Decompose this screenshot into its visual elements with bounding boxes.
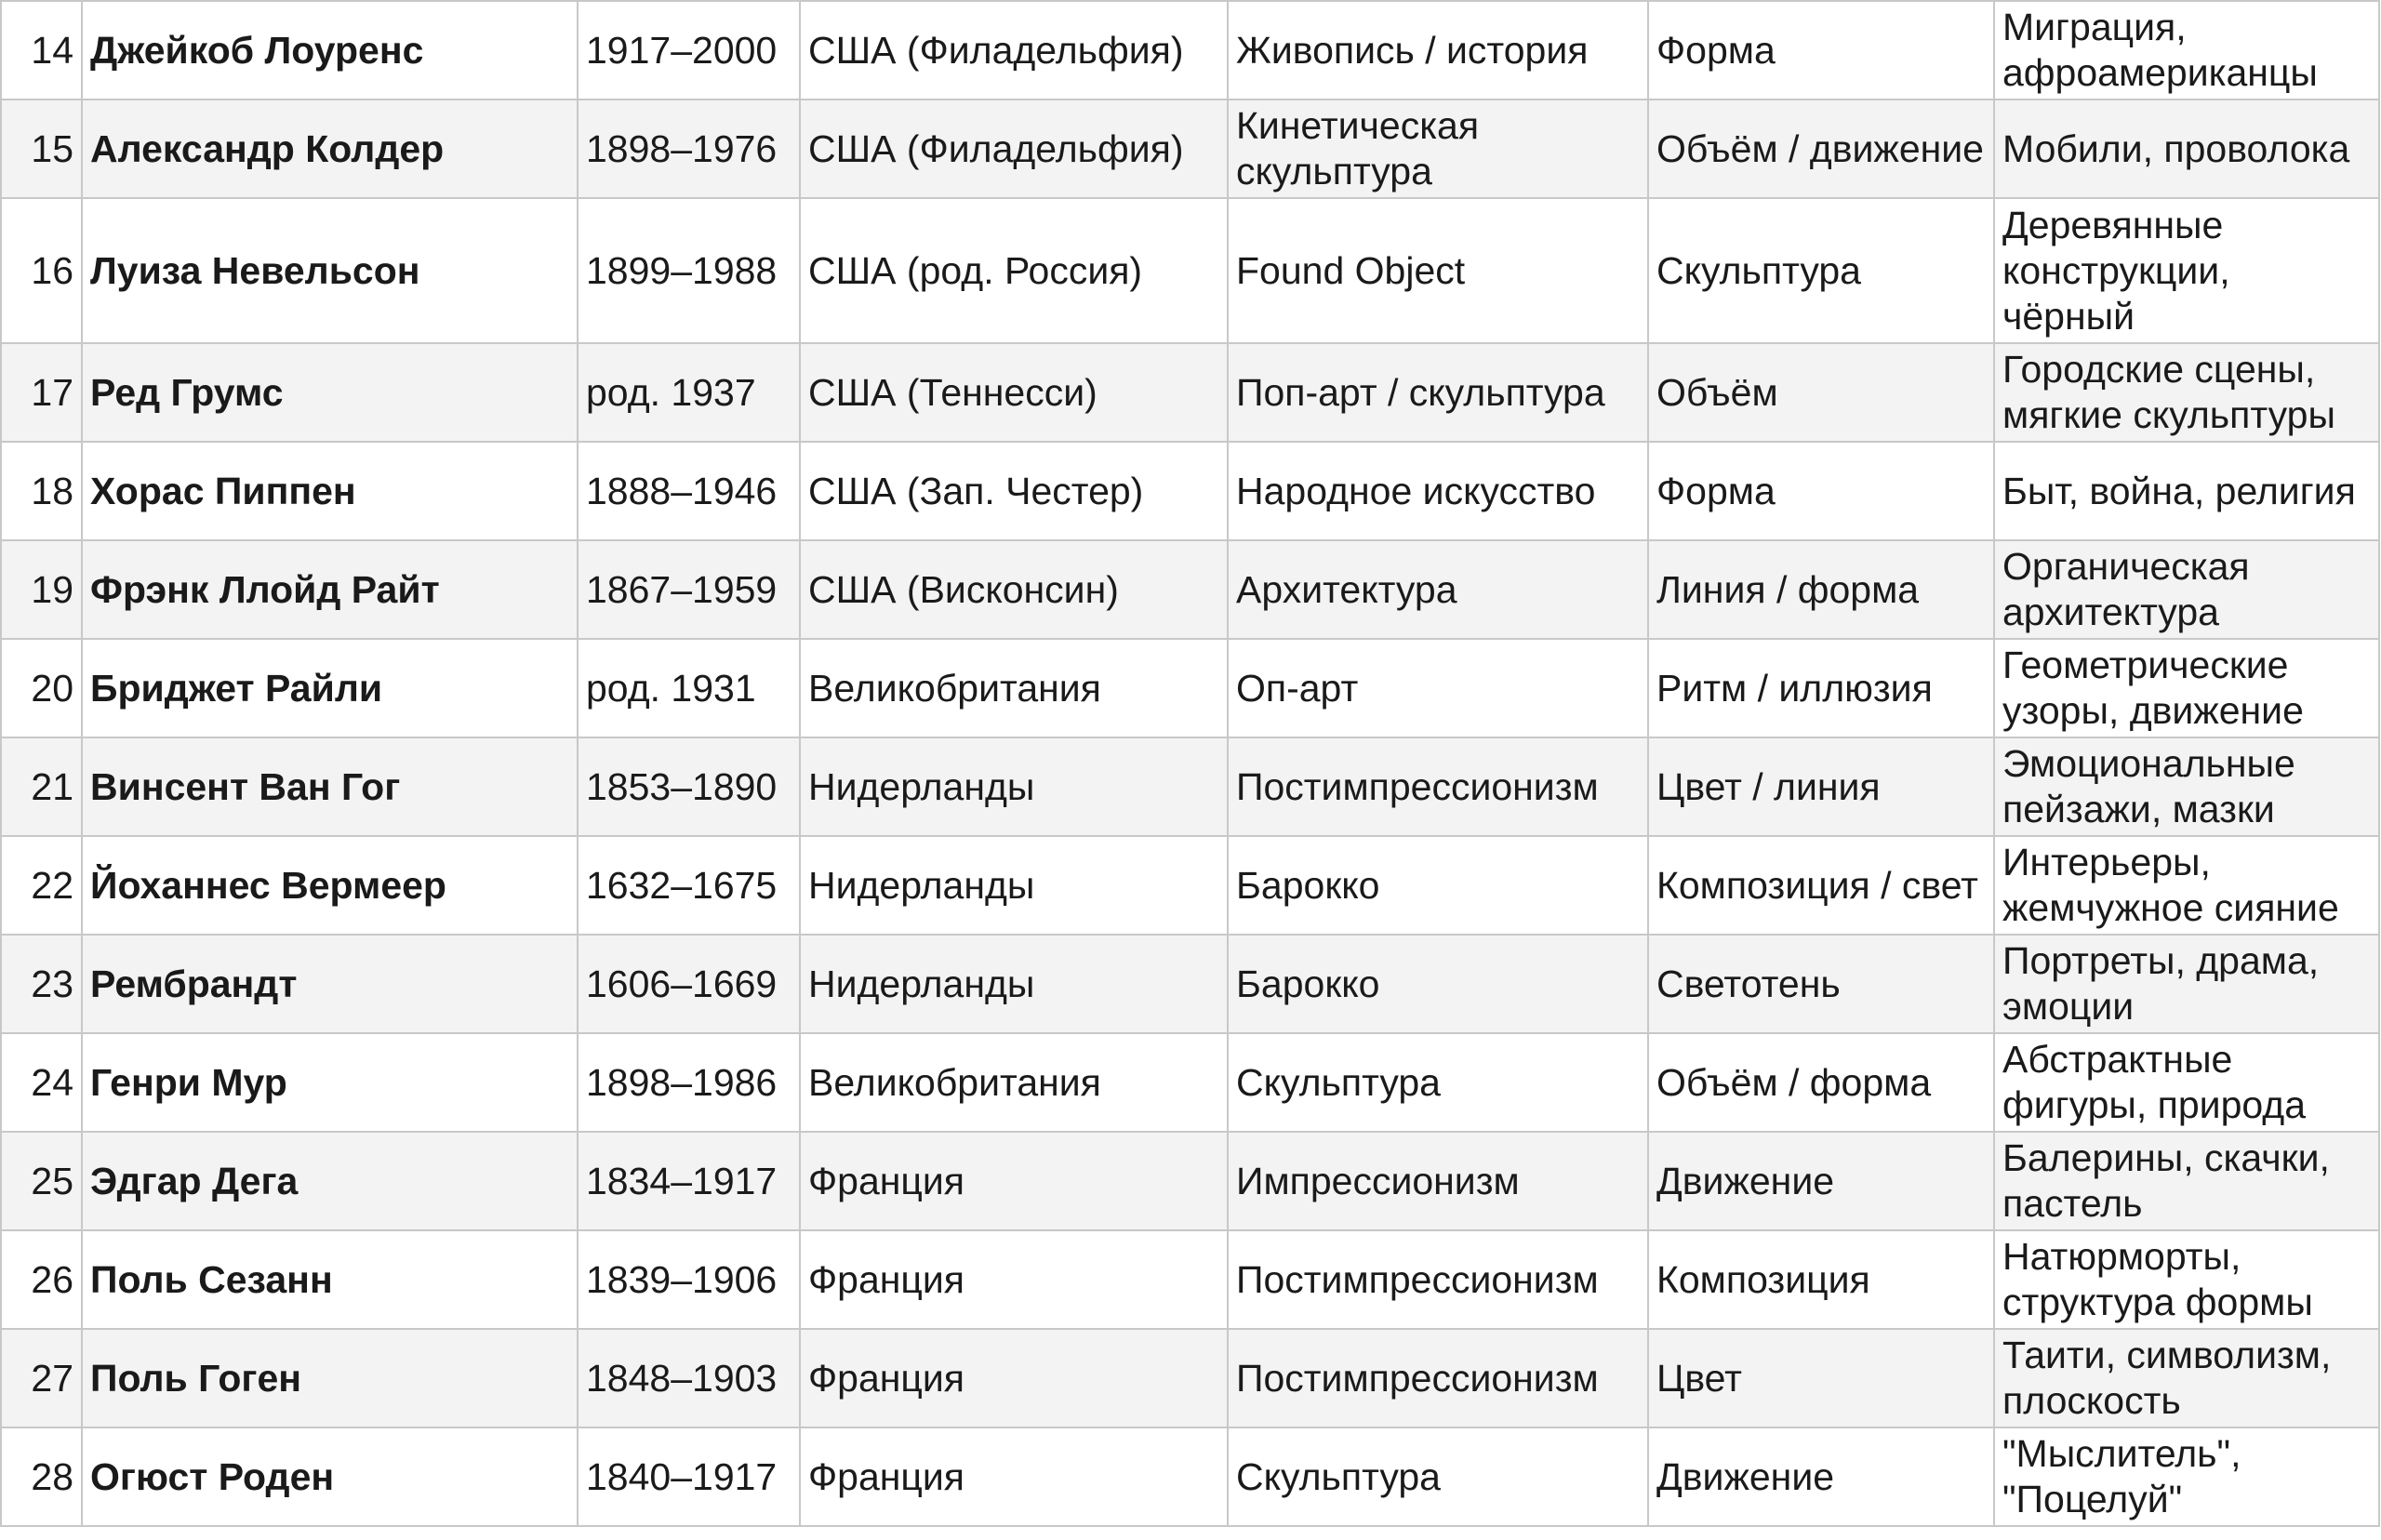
- art-element-cell[interactable]: Движение: [1648, 1427, 1994, 1526]
- art-element-cell[interactable]: Ритм / иллюзия: [1648, 639, 1994, 737]
- table-row: [1, 198, 2379, 343]
- artist-name-cell[interactable]: Ред Грумс: [82, 343, 578, 442]
- themes-cell[interactable]: Балерины, скачки, пастель: [1994, 1132, 2379, 1230]
- art-element-cell[interactable]: Композиция / свет: [1648, 836, 1994, 935]
- life-years-cell[interactable]: 1853–1890: [578, 737, 800, 836]
- themes-cell[interactable]: Городские сцены, мягкие скульптуры: [1994, 343, 2379, 442]
- row-number-cell[interactable]: 24: [1, 1033, 82, 1132]
- themes-cell[interactable]: Быт, война, религия: [1994, 442, 2379, 540]
- table-row: [1, 343, 2379, 442]
- row-number-cell[interactable]: 20: [1, 639, 82, 737]
- table-row: [1, 100, 2379, 198]
- style-cell[interactable]: Барокко: [1228, 836, 1648, 935]
- art-element-cell[interactable]: Скульптура: [1648, 198, 1994, 343]
- life-years-cell[interactable]: 1888–1946: [578, 442, 800, 540]
- art-element-cell[interactable]: Форма: [1648, 1, 1994, 100]
- table-row: [1, 935, 2379, 1033]
- themes-cell[interactable]: Мобили, проволока: [1994, 100, 2379, 198]
- country-cell[interactable]: США (Висконсин): [800, 540, 1228, 639]
- life-years-cell[interactable]: 1840–1917: [578, 1427, 800, 1526]
- style-cell[interactable]: Скульптура: [1228, 1033, 1648, 1132]
- row-number-cell[interactable]: 16: [1, 198, 82, 343]
- row-number-cell[interactable]: 19: [1, 540, 82, 639]
- art-element-cell[interactable]: Объём / движение: [1648, 100, 1994, 198]
- themes-cell[interactable]: Натюрморты, структура формы: [1994, 1230, 2379, 1329]
- style-cell[interactable]: Живопись / история: [1228, 1, 1648, 100]
- table-row: [1, 540, 2379, 639]
- art-element-cell[interactable]: Форма: [1648, 442, 1994, 540]
- style-cell[interactable]: Found Object: [1228, 198, 1648, 343]
- themes-cell[interactable]: Эмоциональные пейзажи, мазки: [1994, 737, 2379, 836]
- life-years-cell[interactable]: род. 1937: [578, 343, 800, 442]
- artist-name-cell[interactable]: Поль Гоген: [82, 1329, 578, 1427]
- row-number-cell[interactable]: 25: [1, 1132, 82, 1230]
- artist-name-cell[interactable]: Александр Колдер: [82, 100, 578, 198]
- life-years-cell[interactable]: 1839–1906: [578, 1230, 800, 1329]
- art-element-cell[interactable]: Светотень: [1648, 935, 1994, 1033]
- themes-cell[interactable]: Портреты, драма, эмоции: [1994, 935, 2379, 1033]
- art-element-cell[interactable]: Объём: [1648, 343, 1994, 442]
- artist-name-cell[interactable]: Йоханнес Вермеер: [82, 836, 578, 935]
- country-cell[interactable]: Великобритания: [800, 639, 1228, 737]
- artist-name-cell[interactable]: Фрэнк Ллойд Райт: [82, 540, 578, 639]
- table-row: [1, 639, 2379, 737]
- style-cell[interactable]: Скульптура: [1228, 1427, 1648, 1526]
- country-cell[interactable]: Нидерланды: [800, 836, 1228, 935]
- artist-name-cell[interactable]: Джейкоб Лоуренс: [82, 1, 578, 100]
- style-cell[interactable]: Барокко: [1228, 935, 1648, 1033]
- themes-cell[interactable]: "Мыслитель", "Поцелуй": [1994, 1427, 2379, 1526]
- themes-cell[interactable]: Миграция, афроамериканцы: [1994, 1, 2379, 100]
- artist-name-cell[interactable]: Огюст Роден: [82, 1427, 578, 1526]
- life-years-cell[interactable]: 1632–1675: [578, 836, 800, 935]
- row-number-cell[interactable]: 22: [1, 836, 82, 935]
- row-number-cell[interactable]: 23: [1, 935, 82, 1033]
- style-cell[interactable]: Кинетическая скульптура: [1228, 100, 1648, 198]
- art-element-cell[interactable]: Линия / форма: [1648, 540, 1994, 639]
- life-years-cell[interactable]: 1867–1959: [578, 540, 800, 639]
- style-cell[interactable]: Постимпрессионизм: [1228, 737, 1648, 836]
- table-row: [1, 1, 2379, 100]
- country-cell[interactable]: Франция: [800, 1329, 1228, 1427]
- style-cell[interactable]: Народное искусство: [1228, 442, 1648, 540]
- artist-name-cell[interactable]: Луиза Невельсон: [82, 198, 578, 343]
- row-number-cell[interactable]: 28: [1, 1427, 82, 1526]
- art-element-cell[interactable]: Цвет: [1648, 1329, 1994, 1427]
- life-years-cell[interactable]: 1898–1986: [578, 1033, 800, 1132]
- table-row: [1, 1132, 2379, 1230]
- table-row: [1, 1329, 2379, 1427]
- country-cell[interactable]: Великобритания: [800, 1033, 1228, 1132]
- style-cell[interactable]: Постимпрессионизм: [1228, 1230, 1648, 1329]
- country-cell[interactable]: США (род. Россия): [800, 198, 1228, 343]
- artist-name-cell[interactable]: Генри Мур: [82, 1033, 578, 1132]
- row-number-cell[interactable]: 17: [1, 343, 82, 442]
- style-cell[interactable]: Архитектура: [1228, 540, 1648, 639]
- country-cell[interactable]: Франция: [800, 1230, 1228, 1329]
- life-years-cell[interactable]: 1848–1903: [578, 1329, 800, 1427]
- style-cell[interactable]: Постимпрессионизм: [1228, 1329, 1648, 1427]
- country-cell[interactable]: США (Теннесси): [800, 343, 1228, 442]
- style-cell[interactable]: Оп-арт: [1228, 639, 1648, 737]
- themes-cell[interactable]: Интерьеры, жемчужное сияние: [1994, 836, 2379, 935]
- themes-cell[interactable]: Таити, символизм, плоскость: [1994, 1329, 2379, 1427]
- art-element-cell[interactable]: Цвет / линия: [1648, 737, 1994, 836]
- life-years-cell[interactable]: 1898–1976: [578, 100, 800, 198]
- table-row: [1, 442, 2379, 540]
- row-number-cell[interactable]: 21: [1, 737, 82, 836]
- life-years-cell[interactable]: 1899–1988: [578, 198, 800, 343]
- row-number-cell[interactable]: 14: [1, 1, 82, 100]
- life-years-cell[interactable]: 1834–1917: [578, 1132, 800, 1230]
- artist-name-cell[interactable]: Рембрандт: [82, 935, 578, 1033]
- country-cell[interactable]: Франция: [800, 1427, 1228, 1526]
- life-years-cell[interactable]: 1606–1669: [578, 935, 800, 1033]
- country-cell[interactable]: США (Филадельфия): [800, 100, 1228, 198]
- themes-cell[interactable]: Деревянные конструкции, чёрный: [1994, 198, 2379, 343]
- art-element-cell[interactable]: Композиция: [1648, 1230, 1994, 1329]
- country-cell[interactable]: Франция: [800, 1132, 1228, 1230]
- style-cell[interactable]: Импрессионизм: [1228, 1132, 1648, 1230]
- art-element-cell[interactable]: Объём / форма: [1648, 1033, 1994, 1132]
- table-row: [1, 1427, 2379, 1526]
- artist-name-cell[interactable]: Винсент Ван Гог: [82, 737, 578, 836]
- country-cell[interactable]: США (Филадельфия): [800, 1, 1228, 100]
- country-cell[interactable]: Нидерланды: [800, 935, 1228, 1033]
- artist-name-cell[interactable]: Бриджет Райли: [82, 639, 578, 737]
- artists-table-body: [1, 1, 2379, 1526]
- artist-name-cell[interactable]: Поль Сезанн: [82, 1230, 578, 1329]
- themes-cell[interactable]: Абстрактные фигуры, природа: [1994, 1033, 2379, 1132]
- table-row: [1, 737, 2379, 836]
- table-row: [1, 836, 2379, 935]
- themes-cell[interactable]: Геометрические узоры, движение: [1994, 639, 2379, 737]
- life-years-cell[interactable]: 1917–2000: [578, 1, 800, 100]
- row-number-cell[interactable]: 27: [1, 1329, 82, 1427]
- art-element-cell[interactable]: Движение: [1648, 1132, 1994, 1230]
- table-row: [1, 1033, 2379, 1132]
- style-cell[interactable]: Поп-арт / скульптура: [1228, 343, 1648, 442]
- row-number-cell[interactable]: 15: [1, 100, 82, 198]
- life-years-cell[interactable]: род. 1931: [578, 639, 800, 737]
- country-cell[interactable]: США (Зап. Честер): [800, 442, 1228, 540]
- table-row: [1, 1230, 2379, 1329]
- row-number-cell[interactable]: 18: [1, 442, 82, 540]
- artist-name-cell[interactable]: Хорас Пиппен: [82, 442, 578, 540]
- country-cell[interactable]: Нидерланды: [800, 737, 1228, 836]
- artist-name-cell[interactable]: Эдгар Дега: [82, 1132, 578, 1230]
- row-number-cell[interactable]: 26: [1, 1230, 82, 1329]
- themes-cell[interactable]: Органическая архитектура: [1994, 540, 2379, 639]
